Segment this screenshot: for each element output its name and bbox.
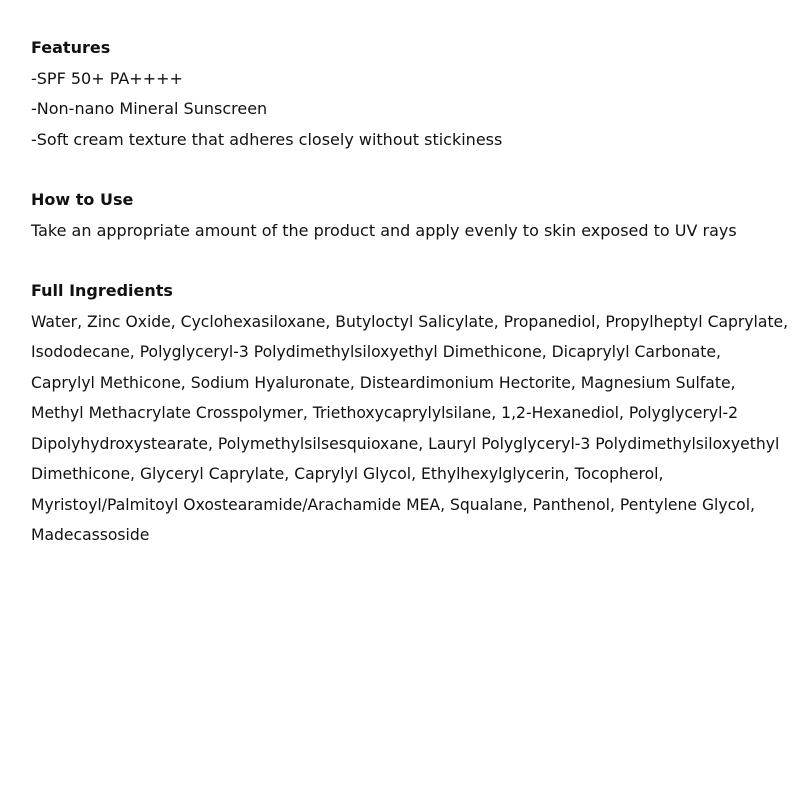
features-heading: Features	[31, 38, 111, 57]
features-section	[31, 33, 781, 155]
full-ingredients-section	[31, 276, 789, 551]
how-to-use-text: Take an appropriate amount of the product and apply evenly to skin exposed to UV rays	[31, 220, 737, 240]
ingredients-line: Caprylyl Methicone, Sodium Hyaluronate, Disteardimonium Hectorite, Magnesium Sulfate,	[31, 373, 736, 392]
how-to-use-section	[31, 185, 781, 246]
full-ingredients-heading: Full Ingredients	[31, 281, 173, 300]
how-to-use-heading: How to Use	[31, 190, 134, 209]
ingredients-line: Water, Zinc Oxide, Cyclohexasiloxane, Butyloctyl Salicylate, Propanediol, Propylheptyl Caprylate,	[31, 312, 789, 331]
ingredients-line: Dimethicone, Glyceryl Caprylate, Caprylyl Glycol, Ethylhexylglycerin, Tocopherol,	[31, 465, 664, 483]
ingredients-line: Myristoyl/Palmitoyl Oxostearamide/Arachamide MEA, Squalane, Panthenol, Pentylene Glycol,	[31, 495, 755, 514]
feature-item: -Non-nano Mineral Sunscreen	[31, 99, 268, 118]
ingredients-line: Madecassoside	[31, 526, 150, 544]
feature-item: -SPF 50+ PA++++	[31, 68, 183, 88]
feature-item: -Soft cream texture that adheres closely without stickiness	[31, 129, 503, 149]
product-description	[31, 33, 789, 581]
ingredients-line: Methyl Methacrylate Crosspolymer, Triethoxycaprylylsilane, 1,2-Hexanediol, Polyglyceryl-2	[31, 404, 739, 422]
ingredients-line: Dipolyhydroxystearate, Polymethylsilsesquioxane, Lauryl Polyglyceryl-3 Polydimethylsiloxyethyl	[31, 434, 780, 453]
ingredients-line: Isododecane, Polyglyceryl-3 Polydimethylsiloxyethyl Dimethicone, Dicaprylyl Carbonate,	[31, 343, 721, 361]
